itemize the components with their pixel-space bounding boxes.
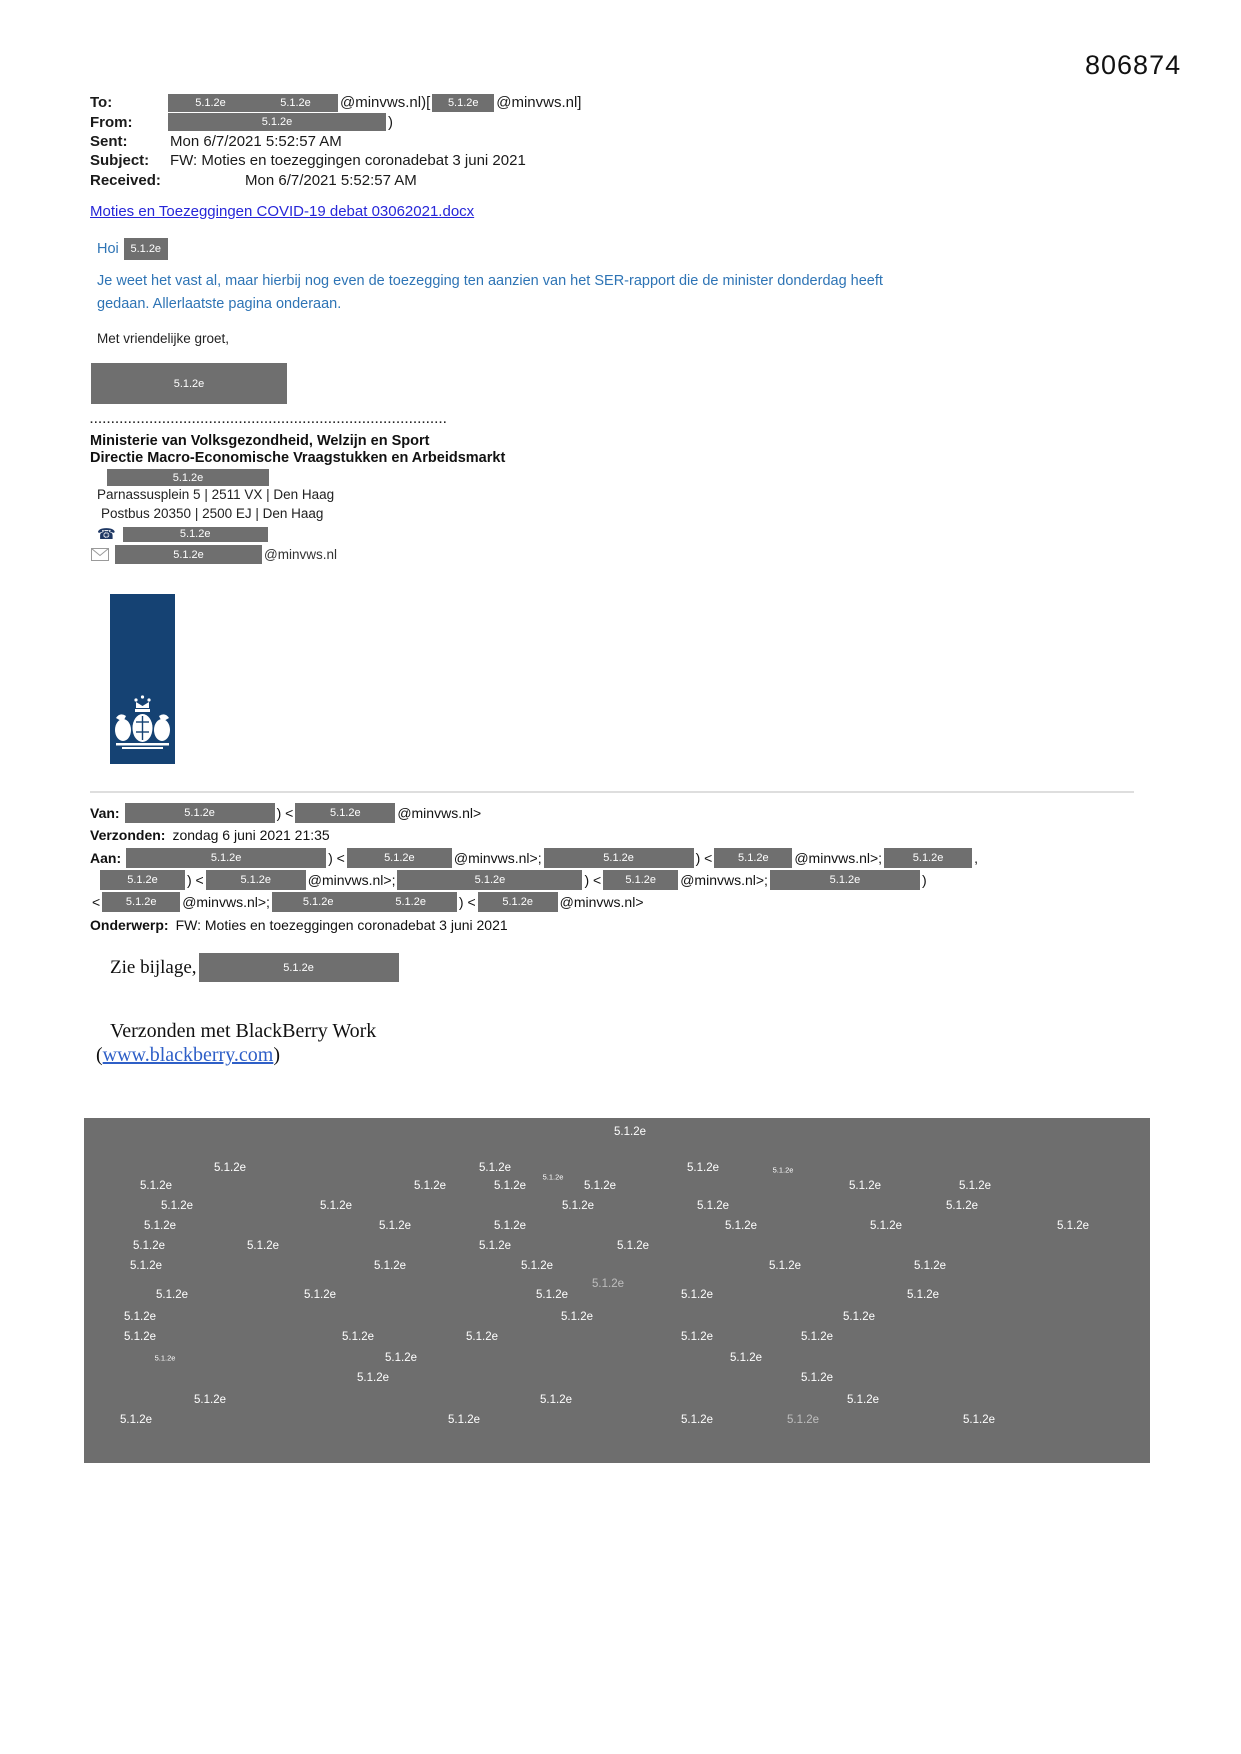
redaction-label: 5.1.2e: [946, 1200, 978, 1212]
field-label: Sent:: [90, 132, 128, 150]
header-line: [90, 802, 980, 824]
redaction-label: 5.1.2e: [592, 1278, 624, 1290]
redaction-label: 5.1.2e: [681, 1289, 713, 1301]
header-text: @minvws.nl>;: [307, 872, 396, 889]
redaction-box: [199, 953, 399, 982]
redaction-box: [397, 870, 582, 890]
section-divider: [90, 791, 1134, 793]
header-line: [90, 93, 583, 112]
redaction-label: 5.1.2e: [542, 1172, 564, 1182]
signature-email-domain: @minvws.nl: [264, 547, 337, 562]
redaction-label: 5.1.2e: [156, 1289, 188, 1301]
redaction-label: 5.1.2e: [617, 1240, 649, 1252]
redaction-box: [603, 870, 678, 890]
header-text: ,: [974, 849, 978, 866]
redacted-content-block: [84, 1118, 1150, 1463]
redaction-label: 5.1.2e: [130, 243, 162, 255]
signature-department: Directie Macro-Economische Vraagstukken en Arbeidsmarkt: [90, 450, 506, 466]
field-label: To:: [90, 94, 113, 112]
redaction-box: [115, 545, 262, 564]
header-text: @minvws.nl>;: [680, 872, 768, 889]
header-text: @minvws.nl>;: [182, 894, 270, 911]
header-line: [90, 171, 583, 190]
document-number: 806874: [1085, 50, 1182, 80]
redaction-label: 5.1.2e: [536, 1289, 568, 1301]
header-text: <: [92, 894, 101, 911]
header-line: [90, 132, 583, 151]
blackberry-link[interactable]: www.blackberry.com: [102, 1044, 274, 1066]
header-text: @minvws.nl)[: [340, 94, 431, 112]
header-text: ) <: [328, 849, 345, 866]
blackberry-url-line: [96, 1044, 280, 1067]
redaction-label: 5.1.2e: [330, 807, 361, 820]
redaction-label: 5.1.2e: [697, 1200, 729, 1212]
header-text: ): [388, 113, 393, 131]
paren-open: (: [96, 1044, 103, 1066]
field-value: [168, 113, 395, 131]
signature-phone-row: [97, 525, 268, 543]
redaction-box: [168, 113, 386, 131]
redaction-label: 5.1.2e: [912, 851, 944, 864]
redaction-label: 5.1.2e: [379, 1220, 411, 1232]
redaction-label: 5.1.2e: [342, 1331, 374, 1343]
redaction-box: [478, 892, 558, 912]
redaction-label: 5.1.2e: [466, 1331, 498, 1343]
field-value: [90, 892, 646, 912]
redaction-box: [714, 848, 792, 868]
header-line: [90, 824, 980, 846]
rijksoverheid-logo: [110, 594, 175, 769]
field-value: [168, 152, 528, 169]
header-text: Mon 6/7/2021 5:52:57 AM: [170, 132, 342, 150]
redaction-label: 5.1.2e: [130, 1260, 162, 1272]
redaction-label: 5.1.2e: [173, 548, 204, 561]
redaction-label: 5.1.2e: [502, 896, 533, 909]
field-value: [125, 803, 484, 823]
field-value: [100, 870, 929, 890]
redaction-label: 5.1.2e: [140, 1180, 172, 1192]
field-value: [126, 848, 980, 868]
signature-postal-address: Postbus 20350 | 2500 EJ | Den Haag: [101, 506, 324, 521]
signature-visit-address: Parnassusplein 5 | 2511 VX | Den Haag: [97, 487, 335, 502]
redaction-box: [102, 892, 180, 912]
redaction-label: 5.1.2e: [479, 1162, 511, 1174]
redaction-label: 5.1.2e: [154, 1353, 176, 1363]
header-text: zondag 6 juni 2021 21:35: [172, 827, 330, 844]
redaction-box: [123, 527, 268, 542]
redaction-label: 5.1.2e: [120, 1414, 152, 1426]
redaction-label: 5.1.2e: [195, 96, 226, 109]
field-label: Van:: [90, 805, 120, 822]
redaction-label: 5.1.2e: [414, 1180, 446, 1192]
redaction-label: 5.1.2e: [959, 1180, 991, 1192]
header-line: [90, 913, 980, 935]
redaction-box: [544, 848, 694, 868]
redaction-label: 5.1.2e: [144, 1220, 176, 1232]
redaction-label: 5.1.2e: [447, 96, 479, 109]
redaction-label: 5.1.2e: [302, 896, 334, 909]
redaction-box: [126, 848, 326, 868]
redaction-label: 5.1.2e: [787, 1414, 819, 1426]
redaction-box: [168, 94, 338, 112]
redaction-label: 5.1.2e: [725, 1220, 757, 1232]
signature-email-row: [91, 545, 337, 564]
header-text: @minvws.nl]: [496, 94, 582, 112]
redaction-label: 5.1.2e: [801, 1372, 833, 1384]
header-text: Mon 6/7/2021 5:52:57 AM: [245, 171, 417, 189]
phone-icon: ☎: [97, 526, 116, 543]
field-label: Received:: [90, 171, 161, 189]
redaction-label: 5.1.2e: [681, 1414, 713, 1426]
email1-header-block: [90, 93, 583, 190]
redaction-label: 5.1.2e: [1057, 1220, 1089, 1232]
redaction-label: 5.1.2e: [829, 874, 861, 887]
header-text: ): [921, 872, 927, 889]
header-text: @minvws.nl>: [397, 805, 482, 822]
header-line: [90, 151, 583, 170]
redaction-label: 5.1.2e: [214, 1162, 246, 1174]
body-line: Je weet het vast al, maar hierbij nog even de toezegging ten aanzien van het SER-rapport die de minister donderdag heeft: [97, 273, 883, 289]
redaction-label: 5.1.2e: [124, 1331, 156, 1343]
greeting-row: [97, 238, 168, 260]
redaction-box: [125, 803, 275, 823]
redaction-label: 5.1.2e: [124, 1311, 156, 1323]
field-value: [243, 172, 419, 189]
redaction-label: 5.1.2e: [849, 1180, 881, 1192]
header-text: @minvws.nl>;: [453, 849, 542, 866]
closing-text: Met vriendelijke groet,: [97, 331, 230, 346]
redaction-label: 5.1.2e: [374, 1260, 406, 1272]
field-label: Subject:: [90, 152, 150, 170]
field-value: [170, 827, 331, 843]
redaction-label: 5.1.2e: [625, 874, 656, 887]
header-text: ) <: [458, 894, 476, 911]
redaction-label: 5.1.2e: [357, 1372, 389, 1384]
redaction-label: 5.1.2e: [395, 896, 426, 909]
redaction-label: 5.1.2e: [963, 1414, 995, 1426]
redaction-label: 5.1.2e: [320, 1200, 352, 1212]
redaction-label: 5.1.2e: [125, 896, 157, 909]
redaction-box: [884, 848, 972, 868]
header-text: ) <: [695, 849, 713, 866]
header-line: [90, 112, 583, 131]
redaction-label: 5.1.2e: [184, 807, 215, 820]
redaction-label: 5.1.2e: [179, 528, 211, 540]
header-text: ) <: [187, 872, 204, 889]
field-label: From:: [90, 113, 133, 131]
redaction-box: [432, 94, 494, 112]
redaction-label: 5.1.2e: [561, 1311, 593, 1323]
redaction-label: 5.1.2e: [870, 1220, 902, 1232]
envelope-icon: [91, 548, 109, 561]
greeting-text: Hoi: [97, 241, 119, 257]
redaction-label: 5.1.2e: [914, 1260, 946, 1272]
field-label: Aan:: [90, 849, 122, 866]
redaction-label: 5.1.2e: [843, 1311, 875, 1323]
redaction-label: 5.1.2e: [738, 851, 769, 864]
redaction-label: 5.1.2e: [384, 851, 415, 864]
redaction-label: 5.1.2e: [283, 961, 314, 974]
attachment-note: Zie bijlage,: [110, 956, 197, 978]
redaction-label: 5.1.2e: [494, 1220, 526, 1232]
header-text: @minvws.nl>;: [794, 849, 883, 866]
paren-close: ): [273, 1044, 281, 1066]
redaction-label: 5.1.2e: [614, 1126, 646, 1138]
field-value: [174, 917, 510, 933]
redaction-box: [91, 363, 287, 404]
redaction-box: [107, 469, 269, 486]
redaction-label: 5.1.2e: [448, 1414, 480, 1426]
blackberry-sent-with: Verzonden met BlackBerry Work: [110, 1020, 377, 1042]
redaction-label: 5.1.2e: [210, 851, 242, 864]
body-line: gedaan. Allerlaatste pagina onderaan.: [97, 296, 342, 312]
redaction-label: 5.1.2e: [769, 1260, 801, 1272]
redaction-label: 5.1.2e: [521, 1260, 553, 1272]
header-text: @minvws.nl>: [559, 894, 644, 911]
redaction-box: [272, 892, 457, 912]
redaction-label: 5.1.2e: [603, 851, 634, 864]
header-line: [90, 869, 980, 891]
email2-body-row: [110, 953, 399, 982]
redaction-label: 5.1.2e: [494, 1180, 526, 1192]
redaction-box: [347, 848, 452, 868]
redaction-box: [770, 870, 920, 890]
redaction-label: 5.1.2e: [304, 1289, 336, 1301]
header-text: ) <: [584, 872, 602, 889]
redaction-label: 5.1.2e: [687, 1162, 719, 1174]
redaction-label: 5.1.2e: [127, 874, 158, 887]
redaction-label: 5.1.2e: [772, 1165, 794, 1175]
redaction-box: [295, 803, 395, 823]
redaction-label: 5.1.2e: [172, 471, 204, 484]
header-text: FW: Moties en toezeggingen coronadebat 3 juni 2021: [170, 152, 526, 170]
header-text: FW: Moties en toezeggingen coronadebat 3 juni 2021: [175, 916, 508, 933]
redaction-label: 5.1.2e: [247, 1240, 279, 1252]
redaction-label: 5.1.2e: [280, 96, 311, 109]
redaction-label: 5.1.2e: [240, 874, 272, 887]
redaction-label: 5.1.2e: [474, 874, 506, 887]
redaction-label: 5.1.2e: [194, 1394, 226, 1406]
redaction-label: 5.1.2e: [385, 1352, 417, 1364]
redaction-label: 5.1.2e: [847, 1394, 879, 1406]
field-value: [168, 94, 583, 112]
redaction-label: 5.1.2e: [562, 1200, 594, 1212]
field-value: [168, 133, 344, 150]
redaction-box: [100, 870, 185, 890]
signature-organization: Ministerie van Volksgezondheid, Welzijn en Sport: [90, 433, 430, 449]
redaction-box: [206, 870, 306, 890]
redaction-label: 5.1.2e: [161, 1200, 193, 1212]
header-line: [90, 847, 980, 869]
redaction-label: 5.1.2e: [261, 116, 293, 129]
attachment-link[interactable]: Moties en Toezeggingen COVID-19 debat 03062021.docx: [90, 203, 475, 220]
redaction-label: 5.1.2e: [730, 1352, 762, 1364]
field-label: Verzonden:: [90, 827, 166, 844]
email2-header-block: [90, 802, 980, 936]
header-line: [90, 891, 980, 913]
redaction-label: 5.1.2e: [681, 1331, 713, 1343]
redaction-label: 5.1.2e: [540, 1394, 572, 1406]
email1-body: [97, 270, 883, 316]
field-label: Onderwerp:: [90, 916, 169, 933]
redaction-box: [124, 238, 168, 260]
redaction-label: 5.1.2e: [801, 1331, 833, 1343]
redaction-label: 5.1.2e: [584, 1180, 616, 1192]
redaction-label: 5.1.2e: [133, 1240, 165, 1252]
redaction-label: 5.1.2e: [479, 1240, 511, 1252]
redaction-label: 5.1.2e: [907, 1289, 939, 1301]
redaction-label: 5.1.2e: [173, 377, 205, 390]
signature-divider-dots: ....................................................................................: [90, 414, 448, 426]
header-text: ) <: [276, 805, 294, 822]
